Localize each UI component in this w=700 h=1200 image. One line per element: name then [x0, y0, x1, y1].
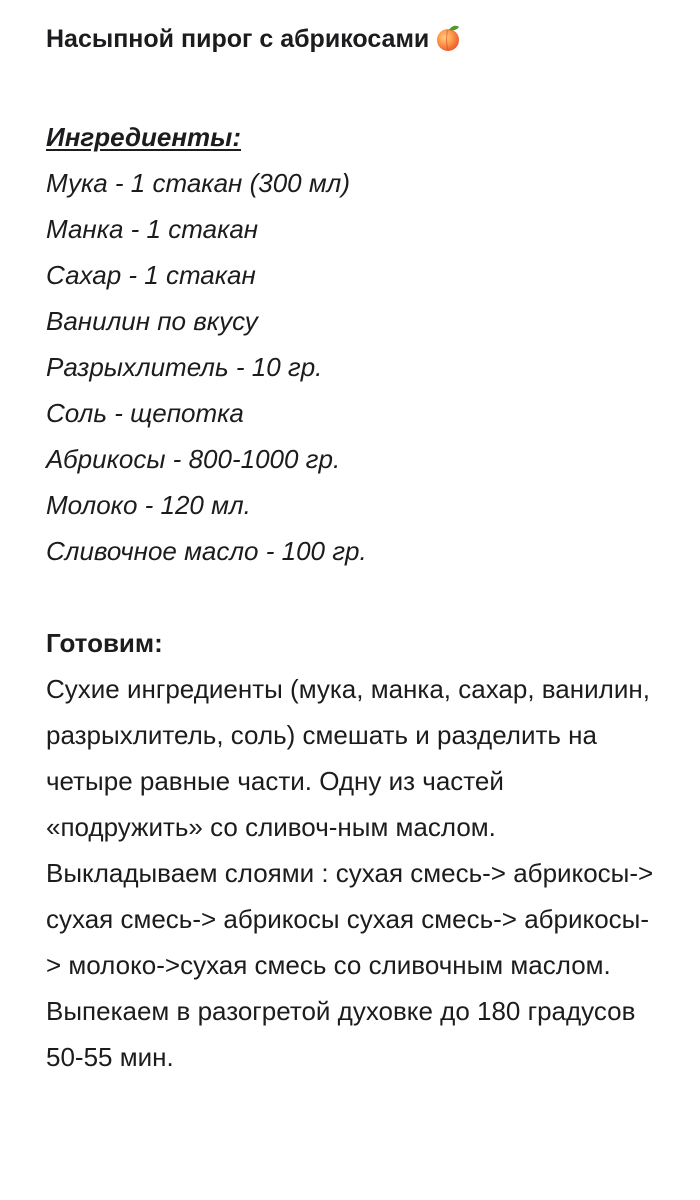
ingredient-item: Соль - щепотка — [46, 398, 244, 428]
recipe-title-text: Насыпной пирог с абрикосами — [46, 25, 430, 53]
ingredient-item: Сливочное масло - 100 гр. — [46, 536, 367, 566]
method-paragraph: Сухие ингредиенты (мука, манка, сахар, ванилин, разрыхлитель, соль) смешать и разделить на четыре равные части. Одну из частей «подружить» со сливоч-ным маслом. Выкладываем слоями : сухая смесь-> абрикосы-> сухая смесь-> абрикосы сухая смесь-> абрикосы-> молоко->сухая смесь со сливочным маслом. — [46, 674, 654, 980]
spacer — [46, 64, 658, 114]
method-body — [46, 666, 658, 1080]
ingredient-item: Ванилин по вкусу — [46, 306, 258, 336]
ingredients-heading: Ингредиенты: — [46, 122, 242, 152]
peach-icon — [435, 19, 461, 47]
recipe-title — [46, 14, 658, 64]
ingredient-item: Мука - 1 стакан (300 мл) — [46, 168, 350, 198]
recipe-note — [46, 14, 658, 1080]
ingredient-item: Разрыхлитель - 10 гр. — [46, 352, 323, 382]
ingredient-item: Сахар - 1 стакан — [46, 260, 256, 290]
method-paragraph: Выпекаем в разогретой духовке до 180 градусов 50-55 мин. — [46, 996, 636, 1072]
ingredient-item: Молоко - 120 мл. — [46, 490, 251, 520]
method-heading: Готовим: — [46, 628, 163, 658]
ingredient-item: Абрикосы - 800-1000 гр. — [46, 444, 341, 474]
spacer — [46, 574, 658, 620]
ingredients-list — [46, 160, 658, 574]
ingredient-item: Манка - 1 стакан — [46, 214, 259, 244]
